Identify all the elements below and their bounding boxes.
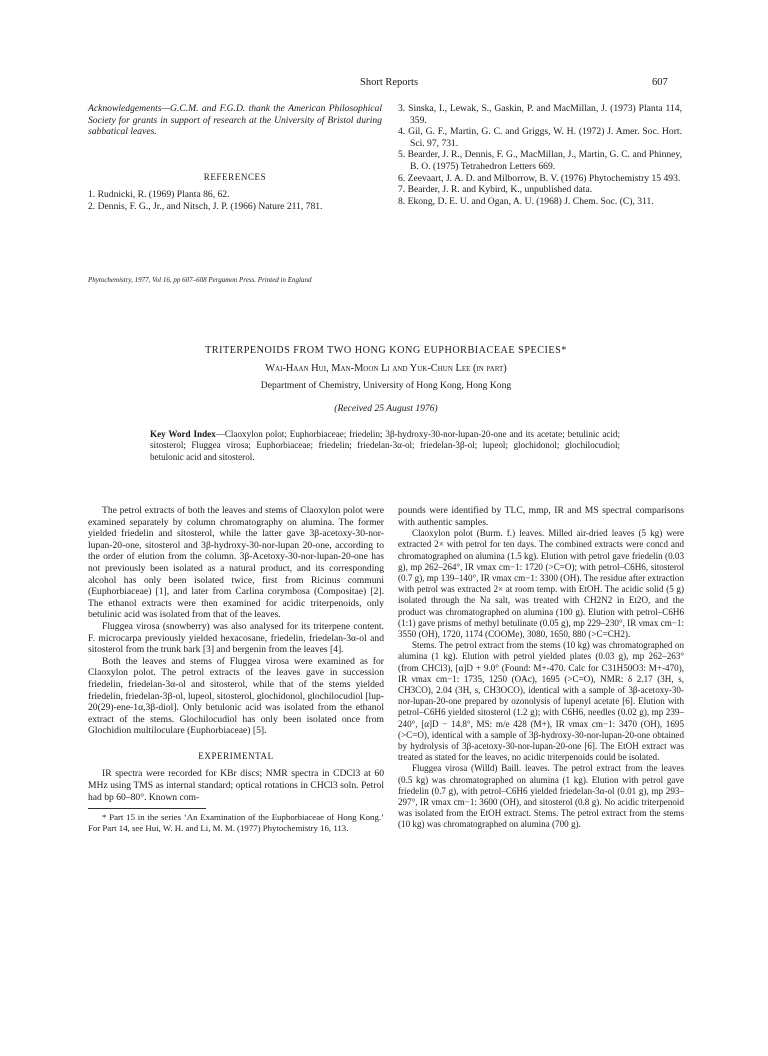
key-word-index <box>150 429 620 463</box>
top-left-block <box>88 103 382 213</box>
key-word-text: —Claoxylon polot; Euphorbiaceae; friedelin; 3β-hydroxy-30-nor-lupan-20-one and its acetate; betulinic acid; sitosterol; Fluggea virosa; Euphorbiaceae; friedelin; friedelan-3α-ol; friedelan-3β-ol; lupeol; glochidonol; glochilocudiol; betulonic acid and sitosterol. <box>150 429 620 462</box>
page-number: 607 <box>652 77 668 88</box>
received-date: (Received 25 August 1976) <box>334 403 438 414</box>
reference-item: 8. Ekong, D. E. U. and Ogan, A. U. (1968) J. Chem. Soc. (C), 311. <box>398 195 654 207</box>
article-affiliation: Department of Chemistry, University of Hong Kong, Hong Kong <box>260 380 512 391</box>
reference-item: 7. Bearder, J. R. and Kybird, K., unpublished data. <box>398 184 593 196</box>
acknowledgements: Acknowledgements—G.C.M. and F.G.D. thank the American Philosophical Society for grants in support of research at the University of Bristol during sabbatical leaves. <box>88 103 382 138</box>
body-paragraph: pounds were identified by TLC, mmp, IR and MS spectral comparisons with authentic samples. <box>398 505 684 528</box>
reference-item: 2. Dennis, F. G., Jr., and Nitsch, J. P. (1966) Nature 211, 781. <box>88 200 323 212</box>
body-paragraph: IR spectra were recorded for KBr discs; NMR spectra in CDCl3 at 60 MHz using TMS as internal standard; optical rotations in CHCl3 soln. Petrol had bp 60–80°. Known com- <box>88 768 384 803</box>
footnote: * Part 15 in the series ‘An Examination of the Euphorbiaceae of Hong Kong.’ For Part 14, see Hui, W. H. and Li, M. M. (1977) Phytochemistry 16, 113. <box>88 812 384 833</box>
body-paragraph: Claoxylon polot (Burm. f.) leaves. Milled air-dried leaves (5 kg) were extracted 2× with petrol for ten days. The combined extracts were concd and chromatographed on alumina (1.5 kg). Elution with petrol gave friedelin (0.03 g), mp 262–264°, IR νmax cm−1: 1720 (>C=O); with petrol–C6H6, sitosterol (0.7 g), mp 139–140°, IR νmax cm−1: 3300 (OH). The residue after extraction with petrol was extracted 2× at room temp. with EtOH. The acidic solid (5 g) isolated through the Na salt, was treated with CH2N2 in Et2O, and the product was chromatographed on alumina (100 g). Elution with petrol–C6H6 (1:1) gave prisms of methyl betulinate (0.05 g), mp 229–230°, IR νmax cm−1: 3550 (OH), 1720, 1174 (COOMe), 3080, 1650, 880 (>C=CH2). <box>398 528 684 640</box>
article-authors: Wai-Haan Hui, Man-Moon Li and Yuk-Chun Lee (in part) <box>265 363 507 374</box>
body-paragraph: Both the leaves and stems of Fluggea virosa were examined as for Claoxylon polot. The petrol extracts of the leaves gave in succession friedelin, friedelan-3α-ol and sitosterol, while that of the stems yielded friedelin, friedelan-3β-ol, lupeol, sitosterol, glochidonol, glochilocudiol [lup-20(29)-ene-1α,3β-diol]. Only betulonic acid was isolated from the ethanol extract of the stems. Glochilocudiol has only been isolated once from Glochidion multiloculare (Euphorbiaceae) [5]. <box>88 655 384 737</box>
experimental-heading: EXPERIMENTAL <box>198 750 274 761</box>
article-title: TRITERPENOIDS FROM TWO HONG KONG EUPHORBIACEAE SPECIES* <box>205 345 567 356</box>
left-column <box>88 505 384 833</box>
body-paragraph: Fluggea virosa (snowberry) was also analysed for its triterpene content. F. microcarpa previously yielded hexacosane, friedelin, friedelan-3α-ol and sitosterol from the trunk bark [3] and bergenin from the leaves [4]. <box>88 620 384 656</box>
reference-item: 1. Rudnicki, R. (1969) Planta 86, 62. <box>88 189 230 201</box>
key-word-label: Key Word Index <box>150 429 216 439</box>
body-paragraph: The petrol extracts of both the leaves and stems of Claoxylon polot were examined separately by column chromatography on alumina. The former yielded friedelin and sitosterol, while the latter gave 3β-acetoxy-30-nor-lupan-20-one, sitosterol and 3β-hydroxy-30-nor-lupan 20-one, according to the order of elution from the column. 3β-Acetoxy-30-nor-lupan-20-one has not previously been isolated as a natural product, and its corresponding alcohol has only been isolated twice, first from Ricinus communi (Euphorbiaceae) [1], and later from Carlina corymbosa (Compositae) [2]. The ethanol extracts were then examined for acidic triterpenoids, only betulinic acid was isolated from that of the leaves. <box>88 505 384 621</box>
reference-item: 5. Bearder, J. R., Dennis, F. G., MacMillan, J., Martin, G. C. and Phinney, B. O. (1975) Tetrahedron Letters 669. <box>398 149 682 172</box>
reference-item: 6. Zeevaart, J. A. D. and Milborrow, B. V. (1976) Phytochemistry 15 493. <box>398 172 681 184</box>
body-paragraph: Fluggea virosa (Willd) Baill. leaves. The petrol extract from the leaves (0.5 kg) was chromatographed on alumina (1 kg). Elution with petrol gave friedelin (0.7 g), with petrol–C6H6 yielded friedelan-3α-ol (0.01 g), mp 293–297°, IR νmax cm−1: 3600 (OH), and sitosterol (0.8 g). No acidic triterpenoid was isolated from the EtOH extract. Stems. The petrol extract from the stems (10 kg) was chromatographed on alumina (700 g). <box>398 763 684 830</box>
body-paragraph: Stems. The petrol extract from the stems (10 kg) was chromatographed on alumina (1 kg). Elution with petrol yielded plates (0.03 g), mp 262–263° (from CHCl3), [α]D + 9.0° (Found: M+-470. Calc for C31H50O3: M+-470), IR νmax cm−1: 1735, 1250 (OAc), 1695 (>C=O), NMR: δ 2.17 (3H, s, CH3CO), 2.04 (3H, s, CH3OCO), identical with a sample of 3β-acetoxy-30-nor-lupan-20-one prepared by ozonolysis of lupenyl acetate [6]. Elution with petrol–C6H6 yielded sitosterol (1.2 g); with C6H6, needles (0.02 g), mp 239–240°, [α]D − 14.8°, MS: m/e 428 (M+), IR νmax cm−1: 3470 (OH), 1695 (>C=O), identical with a sample of 3β-hydroxy-30-nor-lupan-20-one obtained by hydrolysis of 3β-acetoxy-30-nor-lupan-20-one [6]. The EtOH extract was treated as stated for the leaves, no acidic triterpenoids could be isolated. <box>398 640 684 763</box>
running-header: Short Reports <box>360 77 419 88</box>
reference-item: 4. Gil, G. F., Martin, G. C. and Griggs, W. H. (1972) J. Amer. Soc. Hort. Sci. 97, 731. <box>398 126 682 149</box>
journal-line: Phytochemistry, 1977, Vol 16, pp 607–608 Pergamon Press. Printed in England <box>88 276 312 284</box>
references-heading: REFERENCES <box>203 171 267 182</box>
footnote-divider <box>88 808 206 809</box>
top-right-references <box>398 103 682 207</box>
right-column <box>398 505 684 831</box>
reference-item: 3. Sinska, I., Lewak, S., Gaskin, P. and MacMillan, J. (1973) Planta 114, 359. <box>398 103 682 126</box>
